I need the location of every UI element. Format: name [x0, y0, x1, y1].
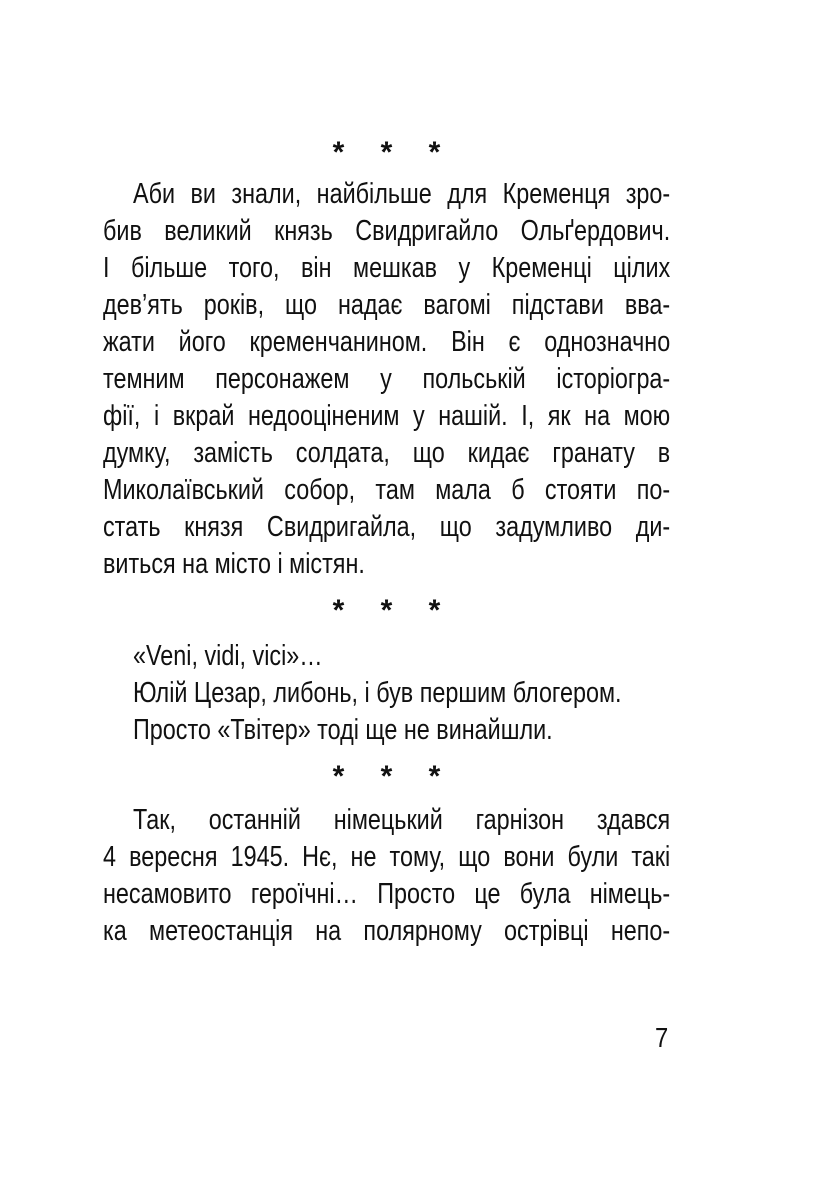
verse-line: «Veni, vidi, vici»…: [133, 640, 323, 672]
text-line: темним персонажем у польській історіогра-: [103, 363, 671, 395]
text-line: дев’ять років, що надає вагомі підстави вва-: [103, 289, 671, 321]
text-line: виться на місто і містян.: [103, 548, 365, 580]
section-separator-1: * * *: [332, 136, 455, 169]
text-line: ка метеостанція на полярному острівці непо-: [103, 915, 671, 947]
text-line: Так, останній німецький гарнізон здався: [133, 804, 671, 836]
verse-caesar: [133, 638, 673, 749]
text-line: Аби ви знали, найбільше для Кременця зро-: [133, 178, 671, 210]
page-number: 7: [655, 1022, 669, 1053]
text-line: стать князя Свидригайла, що задумливо ди-: [103, 511, 671, 543]
section-separator-3: * * *: [332, 760, 455, 793]
paragraph-garrison: [103, 802, 670, 950]
verse-line: Просто «Твітер» тоді ще не винайшли.: [133, 714, 553, 746]
verse-line: Юлій Цезар, либонь, і був першим блогером.: [133, 677, 622, 709]
text-line: фії, і вкрай недооціненим у нашій. І, як на мою: [103, 400, 671, 432]
section-separator-2: * * *: [332, 594, 455, 627]
paragraph-svydryhailo: [103, 176, 670, 583]
text-line: 4 вересня 1945. Нє, не тому, що вони були такі: [103, 841, 671, 873]
text-line: несамовито героїчні… Просто це була німець-: [103, 878, 671, 910]
text-line: жати його кременчанином. Він є однозначно: [103, 326, 671, 358]
text-line: І більше того, він мешкав у Кременці цілих: [103, 252, 671, 284]
text-line: бив великий князь Свидригайло Ольґердович.: [103, 215, 671, 247]
text-line: думку, замість солдата, що кидає гранату в: [103, 437, 671, 469]
text-line: Миколаївський собор, там мала б стояти по-: [103, 474, 671, 506]
